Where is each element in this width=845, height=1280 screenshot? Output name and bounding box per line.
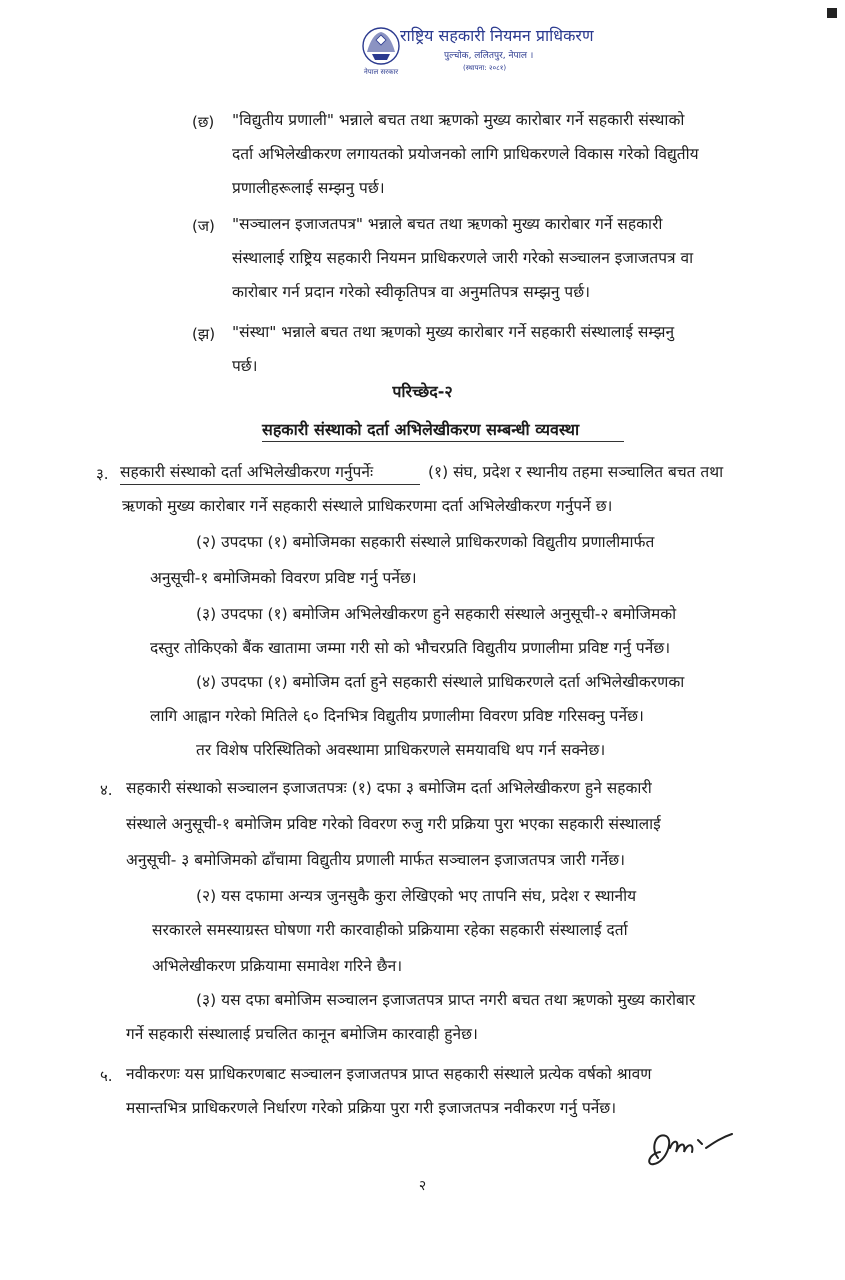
definition-line: "विद्युतीय प्रणाली" भन्नाले बचत तथा ऋणको मुख्य कारोबार गर्ने सहकारी संस्थाको bbox=[232, 111, 685, 129]
letterhead-established: (स्थापना: २०८१) bbox=[463, 64, 507, 72]
definition-line: प्रणालीहरूलाई सम्झनु पर्छ। bbox=[232, 179, 385, 197]
definition-line: दर्ता अभिलेखीकरण लगायतको प्रयोजनको लागि प्राधिकरणले विकास गरेको विद्युतीय bbox=[232, 145, 699, 163]
chapter-heading: परिच्छेद-२ bbox=[392, 382, 453, 401]
section-number: ३. bbox=[96, 465, 109, 483]
letterhead-address: पुल्चोक, ललितपुर, नेपाल । bbox=[444, 51, 534, 61]
definition-line: पर्छ। bbox=[232, 357, 258, 375]
signature-icon bbox=[640, 1118, 750, 1178]
definition-label: (ज) bbox=[192, 217, 215, 235]
scan-corner-mark bbox=[827, 8, 837, 18]
subsection-line: (३) उपदफा (१) बमोजिम अभिलेखीकरण हुने सहकारी संस्थाले अनुसूची-२ बमोजिमको bbox=[196, 605, 677, 623]
subheading-underline bbox=[262, 441, 624, 442]
subsection-line: दस्तुर तोकिएको बैंक खातामा जम्मा गरी सो को भौचरप्रति विद्युतीय प्रणालीमा प्रविष्ट गर्नु पर्नेछ। bbox=[150, 639, 671, 657]
subsection-line: सरकारले समस्याग्रस्त घोषणा गरी कारवाहीको प्रक्रियामा रहेका सहकारी संस्थालाई दर्ता bbox=[152, 921, 628, 939]
definition-label: (छ) bbox=[192, 113, 215, 131]
subsection-line: (३) यस दफा बमोजिम सञ्चालन इजाजतपत्र प्राप्त नगरी बचत तथा ऋणको मुख्य कारोबार bbox=[196, 991, 696, 1009]
section-text-line: मसान्तभित्र प्राधिकरणले निर्धारण गरेको प्रक्रिया पुरा गरी इजाजतपत्र नवीकरण गर्नु पर्नेछ। bbox=[126, 1099, 617, 1117]
section-number: ५. bbox=[100, 1067, 113, 1085]
section-title: सहकारी संस्थाको दर्ता अभिलेखीकरण गर्नुपर्नेः bbox=[120, 463, 374, 481]
subsection-line: (४) उपदफा (१) बमोजिम दर्ता हुने सहकारी संस्थाले प्राधिकरणले दर्ता अभिलेखीकरणका bbox=[196, 673, 685, 691]
definition-line: "सञ्चालन इजाजतपत्र" भन्नाले बचत तथा ऋणको मुख्य कारोबार गर्ने सहकारी bbox=[232, 215, 663, 233]
section-text-line: (१) संघ, प्रदेश र स्थानीय तहमा सञ्चालित बचत तथा bbox=[428, 463, 724, 481]
subsection-line: गर्ने सहकारी संस्थालाई प्रचलित कानून बमोजिम कारवाही हुनेछ। bbox=[126, 1025, 478, 1043]
section-text-line: संस्थाले अनुसूची-१ बमोजिम प्रविष्ट गरेको विवरण रुजु गरी प्रक्रिया पुरा भएका सहकारी संस्थालाई bbox=[126, 815, 661, 833]
emblem-caption: नेपाल सरकार bbox=[363, 68, 399, 76]
definition-label: (झ) bbox=[192, 325, 216, 343]
subsection-line: (२) उपदफा (१) बमोजिमका सहकारी संस्थाले प्राधिकरणको विद्युतीय प्रणालीमार्फत bbox=[196, 533, 655, 551]
section-text-line: सहकारी संस्थाको सञ्चालन इजाजतपत्रः (१) दफा ३ बमोजिम दर्ता अभिलेखीकरण हुने सहकारी bbox=[126, 779, 652, 797]
subsection-proviso: तर विशेष परिस्थितिको अवस्थामा प्राधिकरणले समयावधि थप गर्न सक्नेछ। bbox=[196, 741, 606, 759]
subsection-line: अभिलेखीकरण प्रक्रियामा समावेश गरिने छैन। bbox=[152, 957, 403, 975]
section-text-line: नवीकरणः यस प्राधिकरणबाट सञ्चालन इजाजतपत्र प्राप्त सहकारी संस्थाले प्रत्येक वर्षको श्रावण bbox=[126, 1065, 652, 1083]
subsection-line: लागि आह्वान गरेको मितिले ६० दिनभित्र विद्युतीय प्रणालीमा विवरण प्रविष्ट गरिसक्नु पर्नेछ। bbox=[150, 707, 644, 725]
section-title-underline bbox=[120, 484, 420, 485]
chapter-subheading: सहकारी संस्थाको दर्ता अभिलेखीकरण सम्बन्धी व्यवस्था bbox=[262, 420, 580, 439]
section-text-line: अनुसूची- ३ बमोजिमको ढाँचामा विद्युतीय प्रणाली मार्फत सञ्चालन इजाजतपत्र जारी गर्नेछ। bbox=[126, 851, 626, 869]
subsection-line: (२) यस दफामा अन्यत्र जुनसुकै कुरा लेखिएको भए तापनि संघ, प्रदेश र स्थानीय bbox=[196, 887, 637, 905]
page-number: २ bbox=[418, 1178, 427, 1194]
subsection-line: अनुसूची-१ बमोजिमको विवरण प्रविष्ट गर्नु पर्नेछ। bbox=[150, 569, 417, 587]
letterhead-title: राष्ट्रिय सहकारी नियमन प्राधिकरण bbox=[400, 26, 594, 45]
definition-line: संस्थालाई राष्ट्रिय सहकारी नियमन प्राधिकरणले जारी गरेको सञ्चालन इजाजतपत्र वा bbox=[232, 249, 694, 267]
section-text-line: ऋणको मुख्य कारोबार गर्ने सहकारी संस्थाले प्राधिकरणमा दर्ता अभिलेखीकरण गर्नुपर्ने छ। bbox=[122, 497, 613, 515]
definition-line: "संस्था" भन्नाले बचत तथा ऋणको मुख्य कारोबार गर्ने सहकारी संस्थालाई सम्झनु bbox=[232, 323, 675, 341]
section-number: ४. bbox=[100, 781, 113, 799]
definition-line: कारोबार गर्न प्रदान गरेको स्वीकृतिपत्र वा अनुमतिपत्र सम्झनु पर्छ। bbox=[232, 283, 590, 301]
nepal-emblem-icon bbox=[358, 26, 404, 70]
